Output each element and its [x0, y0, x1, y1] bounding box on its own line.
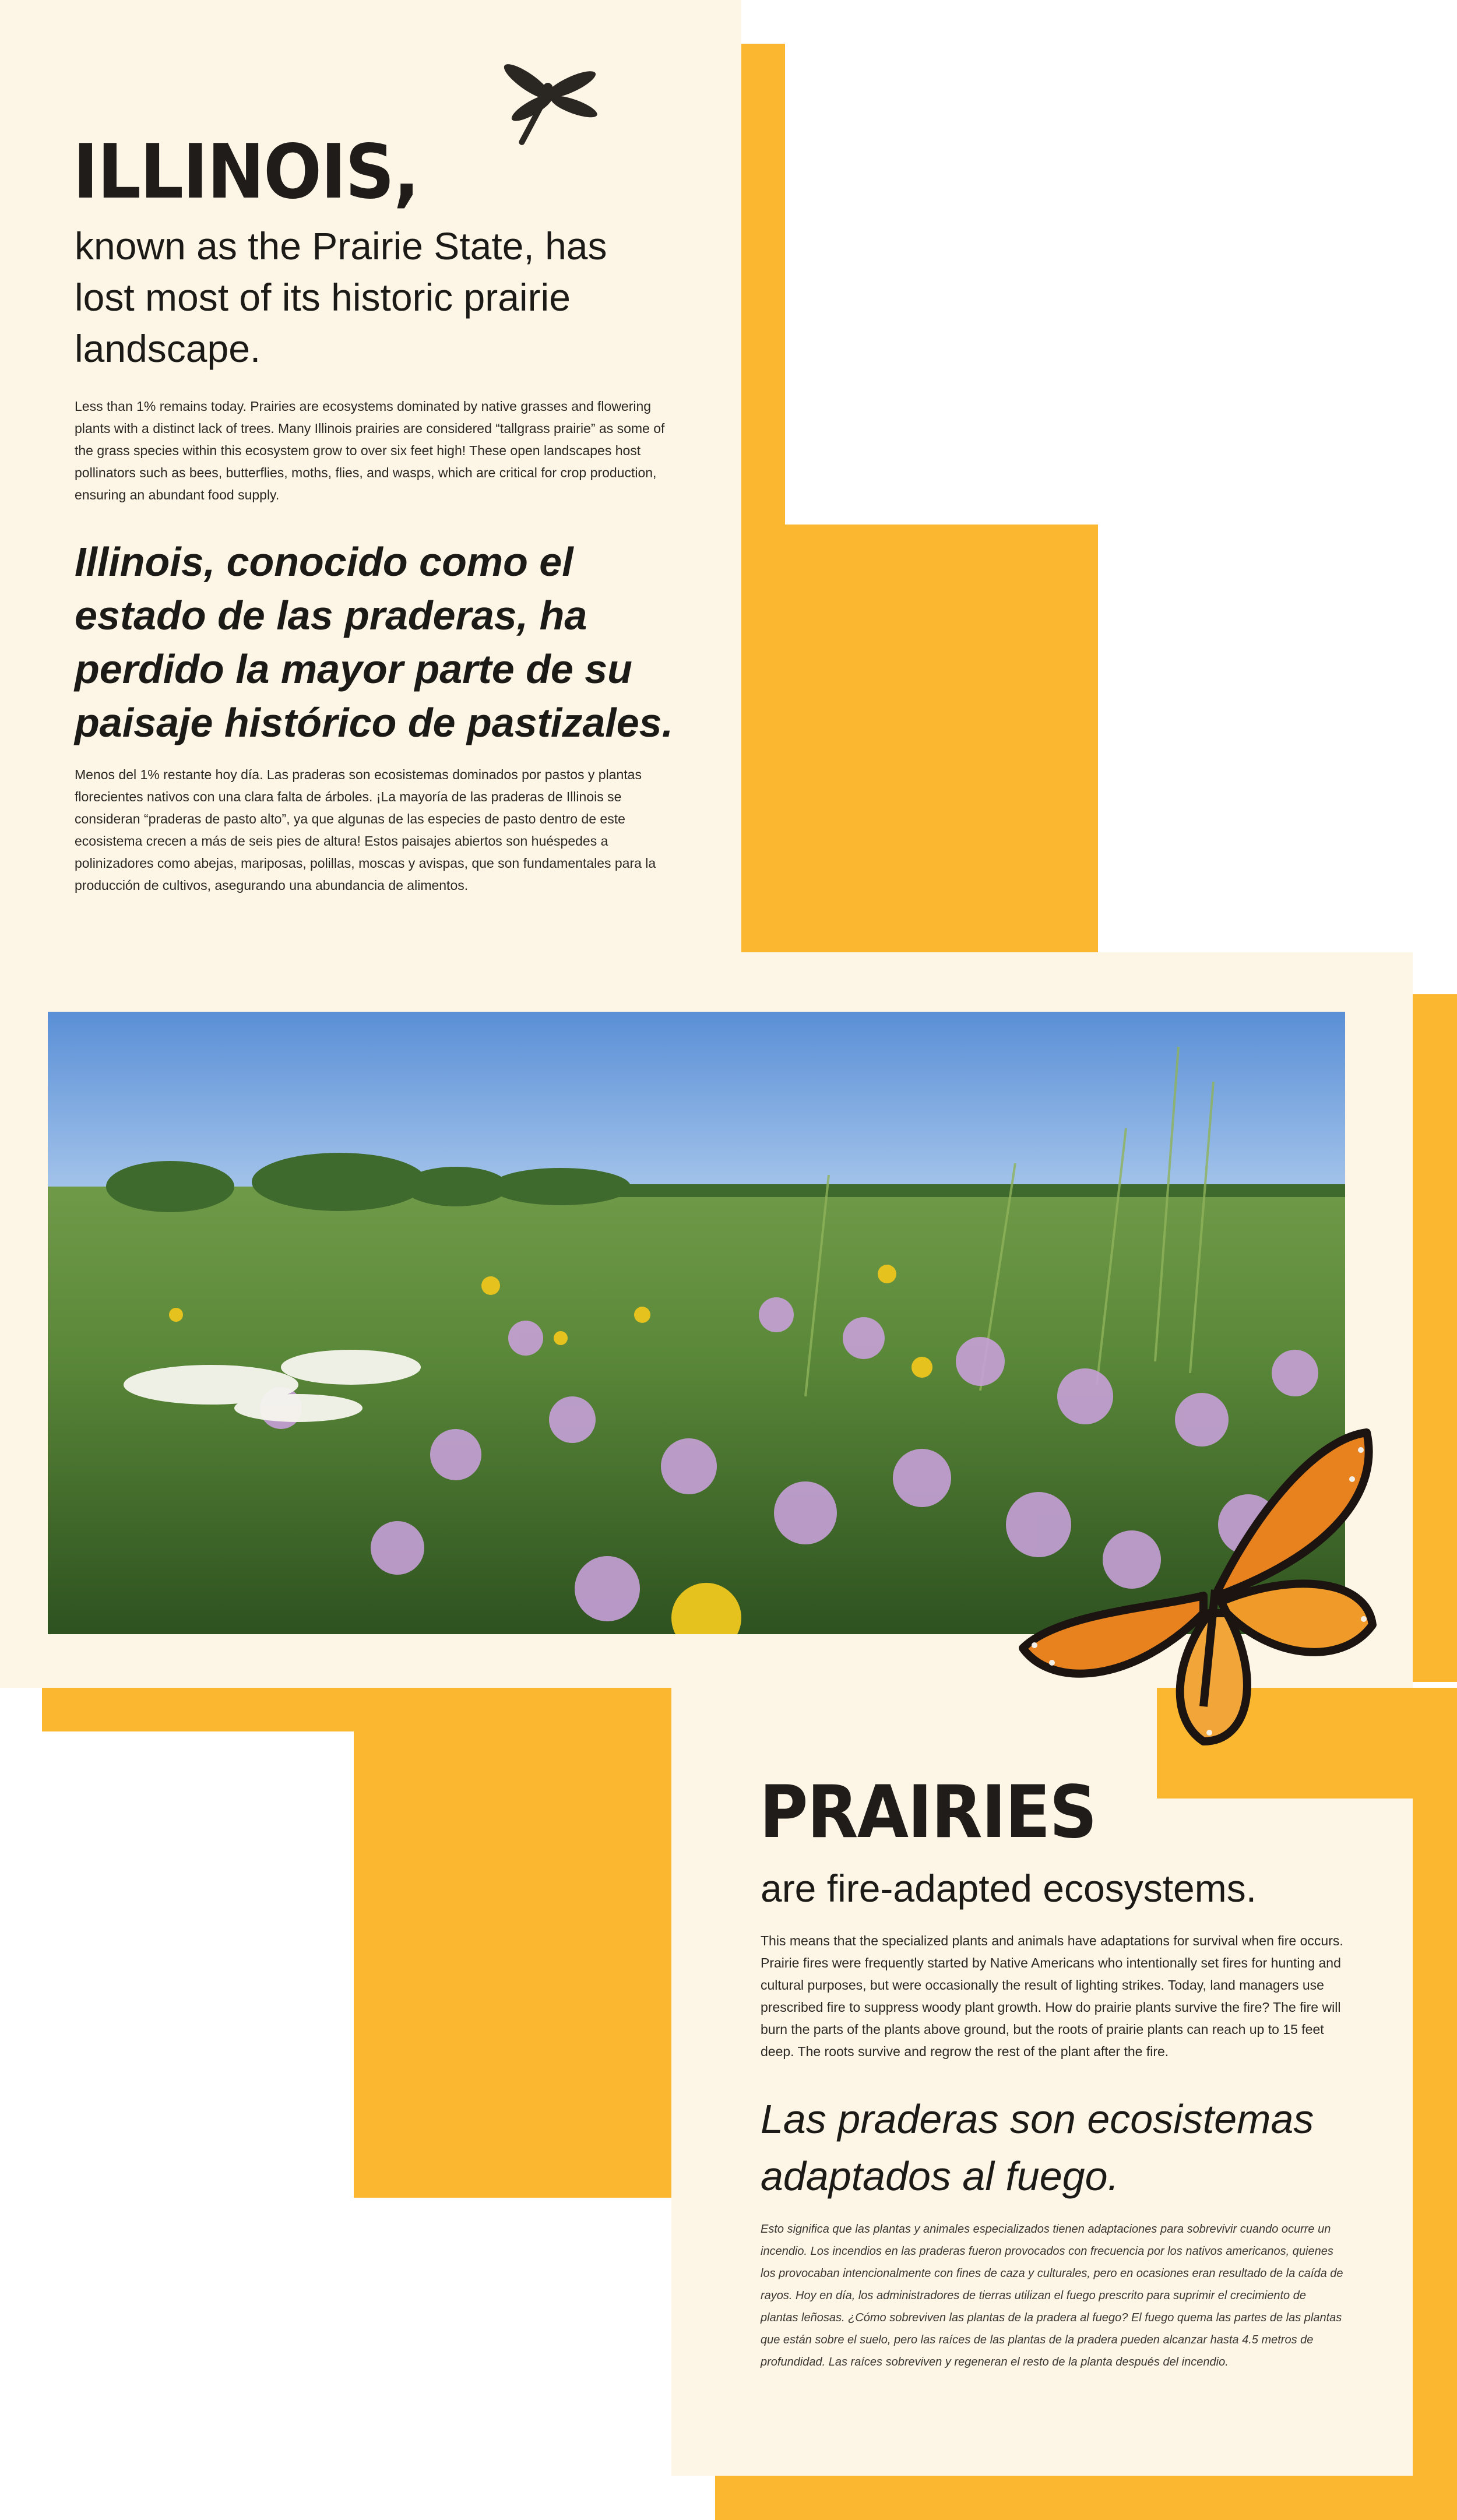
gold-block-bottom-right — [1413, 1799, 1457, 2520]
gold-block-top-step — [741, 525, 1098, 959]
section-2-hero: PRAIRIES — [759, 1771, 1096, 1854]
section-1-subhead: known as the Prairie State, has lost most of its historic prairie landscape. — [75, 224, 607, 370]
section-1-hero: ILLINOIS, — [73, 129, 419, 216]
section-2-body: This means that the specialized plants and animals have adaptations for survival when fire occurs. Prairie fires were frequently started by Native Americans who intentionally set fires for hunting and cultural purposes, but were occasionally the result of lighting strikes. Today, land managers use prescribed fire to suppress woody plant growth. How do prairie plants survive the fire? The fire will burn the parts of the plants above ground, but the roots of prairie plants can reach up to 15 feet deep. The roots survive and regrow the rest of the plant after the fire. — [761, 1933, 1343, 2059]
gold-block-bottom — [715, 2476, 1457, 2520]
dragonfly-icon — [498, 61, 597, 160]
section-2-es-body: Esto significa que las plantas y animales especializados tienen adaptaciones para sobrevivir cuando ocurre un incendio. Los incendios en las praderas fueron provocados con frecuencia por los nativos americanos, quienes los provocaban intencionalmente con fines de caza y culturales, pero en ocasiones eran resultado de la caída de rayos. Hoy en día, los administradores de tierras utilizan el fuego prescrito para suprimir el crecimiento de plantas leñosas. ¿Cómo sobreviven las plantas de la pradera al fuego? El fuego quema las partes de las plantas que están sobre el suelo, pero las raíces de las plantas de la pradera pueden alcanzar hasta 4.5 metros de profundidad. Las raíces sobreviven y regeneran el resto de la planta después del incendio. — [761, 2223, 1343, 2368]
section-2-subhead: are fire-adapted ecosystems. — [761, 1867, 1257, 1910]
section-2-es-head: Las praderas son ecosistemas adaptados al fuego. — [761, 2096, 1314, 2199]
section-1-body: Less than 1% remains today. Prairies are ecosystems dominated by native grasses and flowering plants with a distinct lack of trees. Many Illinois prairies are considered “tallgrass prairie” as some of the grass species within this ecosystem grow to over six feet high! These open landscapes host pollinators such as bees, butterflies, moths, flies, and wasps, which are critical for crop production, ensuring an abundant food supply. — [75, 399, 665, 502]
section-1-es-body: Menos del 1% restante hoy día. Las praderas son ecosistemas dominados por pastos y plantas florecientes nativos con una clara falta de árboles. ¡La mayoría de las praderas de Illinois se consideran “praderas de pasto alto”, ya que algunas de las especies de pasto dentro de este ecosistema crecen a más de seis pies de altura! Estos paisajes abiertos son huéspedes a polinizadores como abejas, mariposas, polillas, moscas y avispas, que son fundamentales para la producción de cultivos, asegurando una abundancia de alimentos. — [75, 767, 656, 893]
gold-block-right-edge — [1413, 994, 1457, 1682]
monarch-butterfly-icon — [1017, 1415, 1384, 1759]
section-1-es-head: Illinois, conocido como el estado de las praderas, ha perdido la mayor parte de su paisaje histórico de pastizales. — [75, 539, 674, 745]
gold-block-lower-left-tall — [354, 1688, 671, 2198]
